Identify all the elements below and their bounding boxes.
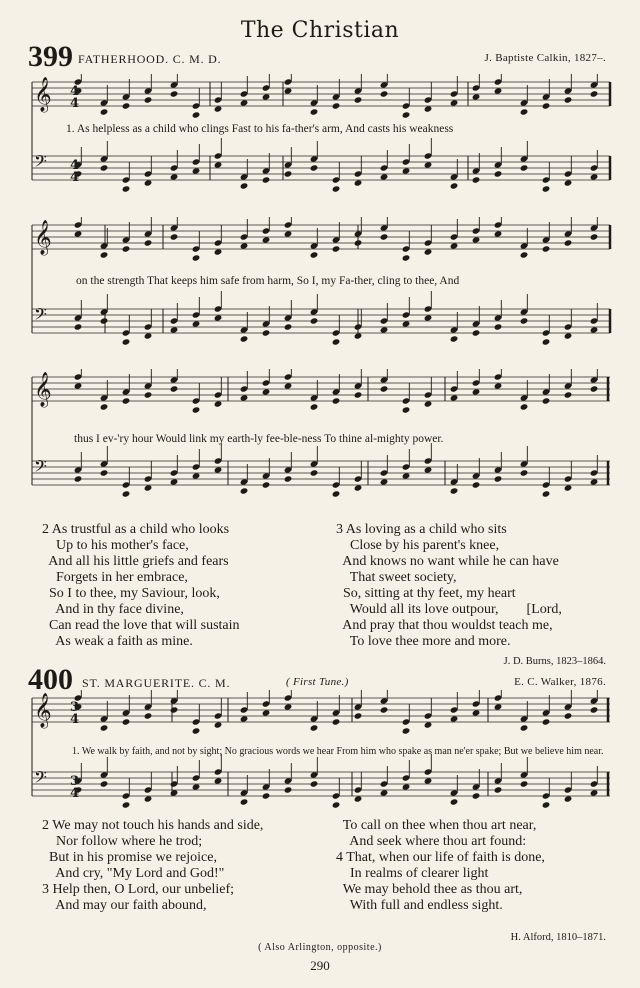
composer: J. Baptiste Calkin, 1827–. <box>484 52 606 64</box>
note-head <box>590 90 599 97</box>
note-head <box>170 173 179 180</box>
note-head <box>262 388 271 395</box>
note-head <box>310 403 319 410</box>
note-head <box>472 388 481 395</box>
note-head <box>380 173 389 180</box>
note-head <box>380 789 389 796</box>
note-head <box>590 233 599 240</box>
note-head <box>144 96 153 103</box>
note-head <box>380 90 389 97</box>
note-head <box>424 105 433 112</box>
note-head <box>520 317 529 324</box>
note-head <box>240 487 249 494</box>
note-head <box>240 715 249 722</box>
note-head <box>402 406 411 413</box>
note-head <box>332 245 341 252</box>
note-head <box>122 245 131 252</box>
note-head <box>520 108 529 115</box>
note-head <box>262 709 271 716</box>
note-head <box>310 251 319 258</box>
time-signature: 4 <box>70 712 80 727</box>
note-head <box>472 709 481 716</box>
note-head <box>564 332 573 339</box>
note-head <box>542 718 551 725</box>
note-head <box>520 469 529 476</box>
note-head <box>122 490 131 497</box>
note-head <box>122 338 131 345</box>
note-head <box>192 783 201 790</box>
note-head <box>74 230 83 237</box>
note-head <box>564 239 573 246</box>
bass-clef: 𝄢 <box>34 767 47 791</box>
note-head <box>100 724 109 731</box>
note-head <box>354 712 363 719</box>
note-head <box>402 472 411 479</box>
time-signature: 4 <box>70 96 80 111</box>
tune-note: ( First Tune.) <box>286 676 349 688</box>
note-head <box>450 242 459 249</box>
note-head <box>590 385 599 392</box>
note-head <box>332 397 341 404</box>
note-head <box>402 783 411 790</box>
composer: E. C. Walker, 1876. <box>514 676 606 688</box>
tune-name: FATHERHOOD. C. M. D. <box>78 52 222 66</box>
note-head <box>424 161 433 168</box>
note-head <box>590 478 599 485</box>
note-head <box>542 102 551 109</box>
note-head <box>450 99 459 106</box>
note-head <box>310 164 319 171</box>
note-head <box>380 706 389 713</box>
verses-left: 2 We may not touch his hands and side, Nor follow where he trod; But in his promise we rejoice, And cry, "My Lord and God!" 3 Help then, O Lord, our unbelief; And may our faith abound, <box>42 818 264 913</box>
page-number: 290 <box>310 958 330 973</box>
note-head <box>122 185 131 192</box>
note-head <box>472 329 481 336</box>
note-head <box>144 391 153 398</box>
note-head <box>424 248 433 255</box>
note-head <box>494 786 503 793</box>
note-head <box>144 239 153 246</box>
note-head <box>564 795 573 802</box>
note-head <box>192 254 201 261</box>
note-head <box>284 786 293 793</box>
hymn-number: 399 <box>28 40 73 73</box>
time-signature: 3 <box>70 700 80 715</box>
note-head <box>472 792 481 799</box>
note-head <box>472 236 481 243</box>
footer-note: ( Also Arlington, opposite.) <box>258 942 382 953</box>
note-head <box>520 780 529 787</box>
note-head <box>74 475 83 482</box>
hymn-number: 400 <box>28 663 73 696</box>
note-head <box>424 721 433 728</box>
note-head <box>170 706 179 713</box>
note-head <box>144 179 153 186</box>
note-head <box>192 406 201 413</box>
note-head <box>520 403 529 410</box>
note-head <box>494 87 503 94</box>
note-head <box>262 481 271 488</box>
note-head <box>100 251 109 258</box>
note-head <box>214 105 223 112</box>
time-signature: 4 <box>70 84 80 99</box>
note-head <box>284 323 293 330</box>
note-head <box>144 795 153 802</box>
note-head <box>542 185 551 192</box>
lyric-line: 1. As helpless as a child who clings Fast to his fa-ther's arm, And casts his weakness <box>66 123 454 135</box>
note-head <box>310 724 319 731</box>
note-head <box>214 777 223 784</box>
note-head <box>240 242 249 249</box>
bass-clef: 𝄢 <box>34 456 47 480</box>
note-head <box>122 397 131 404</box>
note-head <box>144 332 153 339</box>
note-head <box>100 403 109 410</box>
section-title: The Christian <box>240 18 400 43</box>
lyric-line: 1. We walk by faith, and not by sight; No gracious words we hear From him who spake as man ne'er spake; But we believe him near. <box>72 746 604 757</box>
note-head <box>100 108 109 115</box>
note-head <box>144 712 153 719</box>
note-head <box>262 792 271 799</box>
note-head <box>520 251 529 258</box>
note-head <box>262 93 271 100</box>
note-head <box>590 173 599 180</box>
note-head <box>494 170 503 177</box>
note-head <box>74 382 83 389</box>
lyric-line: thus I ev-'ry hour Would link my earth-ly fee-ble-ness To thine al-mighty power. <box>74 433 444 445</box>
verse-3: 3 As loving as a child who sits Close by his parent's knee, And knows no want while he can have That sweet society, So, sitting at thy feet, my heart Would all its love outpour, [Lord, And pray that thou wouldst teach me, To love thee more and more. <box>336 522 562 649</box>
note-head <box>590 326 599 333</box>
time-signature: 4 <box>70 786 80 801</box>
note-head <box>332 185 341 192</box>
note-head <box>424 400 433 407</box>
note-head <box>262 176 271 183</box>
note-head <box>310 317 319 324</box>
note-head <box>354 391 363 398</box>
note-head <box>214 161 223 168</box>
note-head <box>240 798 249 805</box>
treble-clef: 𝄞 <box>34 77 52 112</box>
note-head <box>192 472 201 479</box>
note-head <box>262 329 271 336</box>
verse-2: 2 As trustful as a child who looks Up to his mother's face, And all his little griefs and fears Forgets in her embrace, So I to thee, my Saviour, look, And in thy face divine, Can read the love that will sustain As weak a faith as mine. <box>42 522 240 649</box>
note-head <box>494 382 503 389</box>
note-head <box>354 179 363 186</box>
note-head <box>100 469 109 476</box>
bass-clef: 𝄢 <box>34 304 47 328</box>
note-head <box>240 182 249 189</box>
note-head <box>424 777 433 784</box>
note-head <box>450 487 459 494</box>
note-head <box>450 182 459 189</box>
note-head <box>310 469 319 476</box>
note-head <box>564 179 573 186</box>
note-head <box>564 712 573 719</box>
note-head <box>192 727 201 734</box>
note-head <box>214 248 223 255</box>
author-credit: H. Alford, 1810–1871. <box>510 932 606 943</box>
note-head <box>170 478 179 485</box>
note-head <box>284 230 293 237</box>
note-head <box>284 703 293 710</box>
note-head <box>170 385 179 392</box>
note-head <box>424 466 433 473</box>
note-head <box>402 111 411 118</box>
note-head <box>564 391 573 398</box>
note-head <box>240 99 249 106</box>
note-head <box>170 326 179 333</box>
note-head <box>380 478 389 485</box>
treble-clef: 𝄞 <box>34 372 52 407</box>
note-head <box>170 90 179 97</box>
note-head <box>542 490 551 497</box>
note-head <box>494 703 503 710</box>
note-head <box>310 780 319 787</box>
verses-right: To call on thee when thou art near, And seek where thou art found: 4 That, when our life of faith is done, In realms of clearer light We may behold thee as thou art, With full and endless sight. <box>336 818 545 913</box>
note-head <box>472 481 481 488</box>
treble-clef: 𝄞 <box>34 220 52 255</box>
note-head <box>240 394 249 401</box>
note-head <box>494 475 503 482</box>
note-head <box>380 233 389 240</box>
note-head <box>402 254 411 261</box>
note-head <box>100 317 109 324</box>
time-signature: 4 <box>70 170 80 185</box>
note-head <box>520 164 529 171</box>
note-head <box>262 236 271 243</box>
note-head <box>564 484 573 491</box>
note-head <box>402 320 411 327</box>
note-head <box>332 338 341 345</box>
note-head <box>310 108 319 115</box>
note-head <box>214 466 223 473</box>
note-head <box>284 382 293 389</box>
note-head <box>192 111 201 118</box>
treble-clef: 𝄞 <box>34 693 52 728</box>
note-head <box>520 724 529 731</box>
note-head <box>472 93 481 100</box>
note-head <box>354 795 363 802</box>
note-head <box>100 164 109 171</box>
tune-name: ST. MARGUERITE. C. M. <box>82 676 231 690</box>
note-head <box>380 326 389 333</box>
note-head <box>214 314 223 321</box>
note-head <box>122 801 131 808</box>
note-head <box>170 233 179 240</box>
note-head <box>590 789 599 796</box>
note-head <box>170 789 179 796</box>
note-head <box>284 475 293 482</box>
note-head <box>332 490 341 497</box>
note-head <box>542 245 551 252</box>
note-head <box>332 102 341 109</box>
note-head <box>240 335 249 342</box>
note-head <box>542 338 551 345</box>
note-head <box>74 323 83 330</box>
note-head <box>122 718 131 725</box>
note-head <box>590 706 599 713</box>
note-head <box>100 780 109 787</box>
note-head <box>402 727 411 734</box>
bass-clef: 𝄢 <box>34 151 47 175</box>
note-head <box>214 721 223 728</box>
note-head <box>192 167 201 174</box>
note-head <box>472 176 481 183</box>
note-head <box>424 314 433 321</box>
note-head <box>354 239 363 246</box>
note-head <box>542 801 551 808</box>
note-head <box>450 715 459 722</box>
note-head <box>402 167 411 174</box>
note-head <box>450 394 459 401</box>
note-head <box>284 87 293 94</box>
lyric-line: on the strength That keeps him safe from harm, So I, my Fa-ther, cling to thee, And <box>76 275 460 287</box>
note-head <box>354 96 363 103</box>
note-head <box>450 798 459 805</box>
note-head <box>354 484 363 491</box>
note-head <box>122 102 131 109</box>
note-head <box>354 332 363 339</box>
time-signature: 4 <box>70 158 80 173</box>
note-head <box>380 385 389 392</box>
note-head <box>564 96 573 103</box>
note-head <box>332 718 341 725</box>
note-head <box>542 397 551 404</box>
time-signature: 3 <box>70 774 80 789</box>
note-head <box>450 335 459 342</box>
note-head <box>332 801 341 808</box>
note-head <box>192 320 201 327</box>
note-head <box>284 170 293 177</box>
note-head <box>494 323 503 330</box>
note-head <box>144 484 153 491</box>
note-head <box>214 400 223 407</box>
note-head <box>494 230 503 237</box>
author-credit: J. D. Burns, 1823–1864. <box>503 656 606 667</box>
